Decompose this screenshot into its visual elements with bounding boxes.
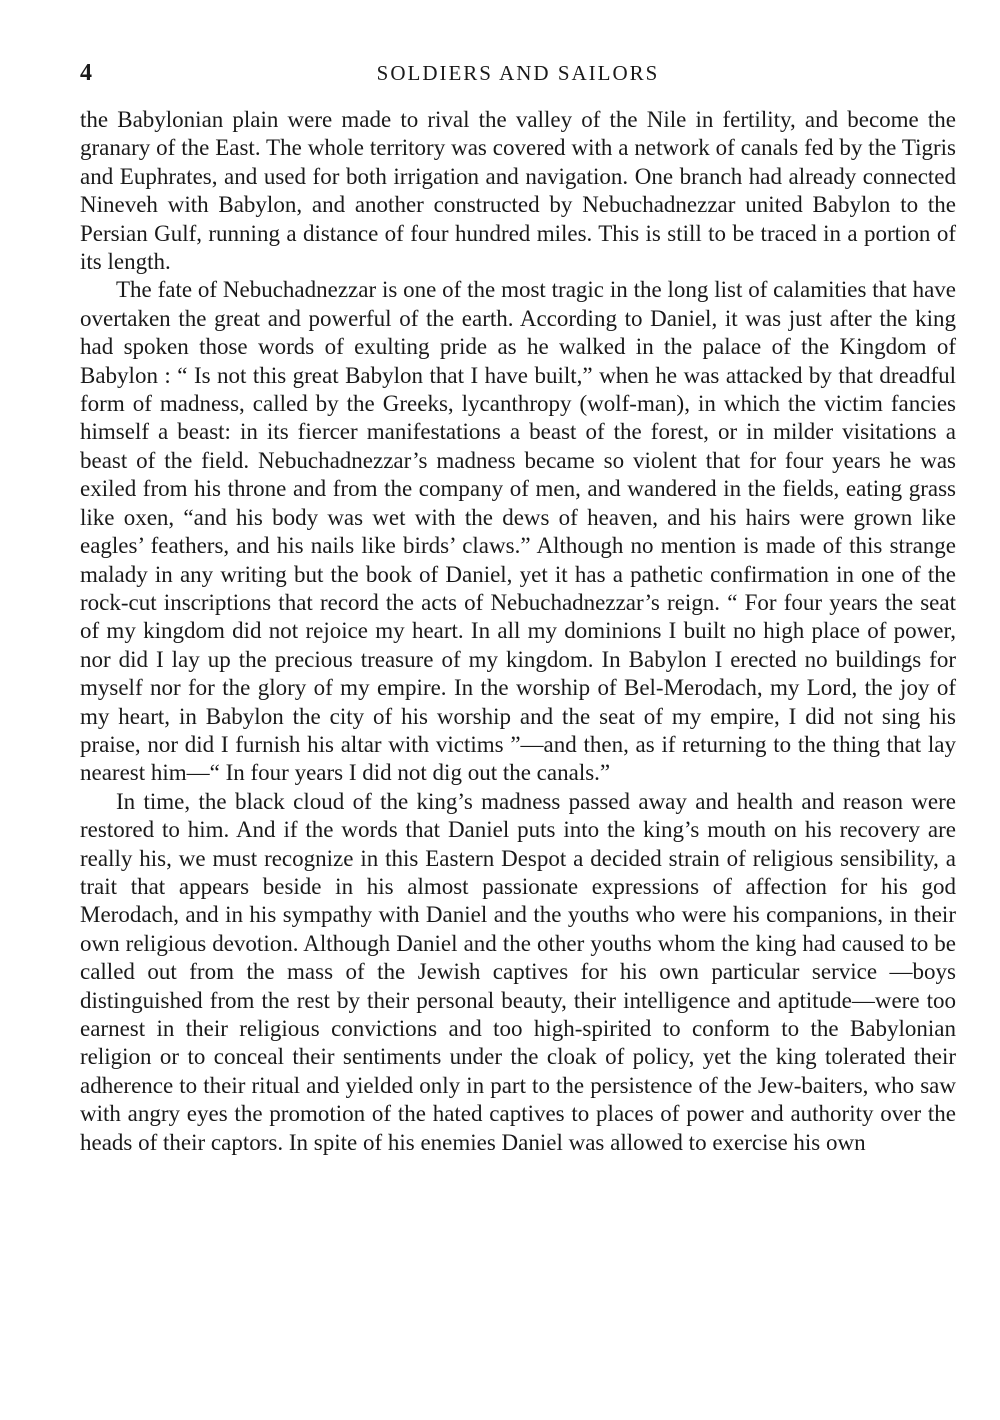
body-text — [80, 106, 956, 1157]
paragraph-nebuchadnezzar-madness: The fate of Nebuchadnezzar is one of the most tragic in the long list of calamities that have overtaken the great and powerful of the earth. According to Daniel, it was just after the king had spoken those words of exulting pride as he walked in the palace of the Kingdom of Babylon : “ Is not this great Babylon that I have built,” when he was attacked by that dreadful form of madness, called by the Greeks, lycanthropy (wolf-man), in which the victim fancies himself a beast: in its fiercer manifestations a beast of the forest, or in milder visitations a beast of the field. Nebuchadnezzar’s madness became so violent that for four years he was exiled from his throne and from the company of men, and wandered in the fields, eating grass like oxen, “and his body was wet with the dews of heaven, and his hairs were grown like eagles’ feathers, and his nails like birds’ claws.” Although no mention is made of this strange malady in any writing but the book of Daniel, yet it has a pathetic confirmation in one of the rock-cut inscriptions that record the acts of Nebuchadnezzar’s reign. “ For four years the seat of my kingdom did not rejoice my heart. In all my dominions I built no high place of power, nor did I lay up the precious treasure of my kingdom. In Babylon I erected no buildings for myself nor for the glory of my empire. In the worship of Bel-Merodach, my Lord, the joy of my heart, in Babylon the city of his worship and the seat of my empire, I did not sing his praise, nor did I furnish his altar with victims ”—and then, as if returning to the thing that lay nearest him—“ In four years I did not dig out the canals.” — [80, 277, 956, 786]
paragraph-continued: the Babylonian plain were made to rival the valley of the Nile in fertility, and become the granary of the East. The whole territory was covered with a network of canals fed by the Tigris and Euphrates, and used for both irrigation and navigation. One branch had already connected Nineveh with Babylon, and another constructed by Nebuchadnezzar united Babylon to the Persian Gulf, running a distance of four hundred miles. This is still to be traced in a portion of its length. — [80, 107, 956, 275]
paragraph-king-recovery: In time, the black cloud of the king’s madness passed away and health and reason were restored to him. And if the words that Daniel puts into the king’s mouth on his recovery are really his, we must recognize in this Eastern Despot a decided strain of religious sensibility, a trait that appears beside in his almost passionate expressions of affection for his god Merodach, and in his sympathy with Daniel and the youths who were his companions, in their own religious devotion. Although Daniel and the other youths whom the king had caused to be called out from the mass of the Jewish captives for his own particular service —boys distinguished from the rest by their personal beauty, their intelligence and aptitude—were too earnest in their religious convictions and too high-spirited to conform to the Babylonian religion or to conceal their sentiments under the cloak of policy, yet the king tolerated their adherence to their ritual and yielded only in part to the persistence of the Jew-baiters, who saw with angry eyes the promotion of the hated captives to places of power and authority over the heads of their captors. In spite of his enemies Daniel was allowed to exercise his own — [80, 788, 956, 1155]
page-number: 4 — [80, 60, 92, 86]
page-header — [80, 58, 956, 88]
running-head: SOLDIERS AND SAILORS — [376, 61, 660, 85]
